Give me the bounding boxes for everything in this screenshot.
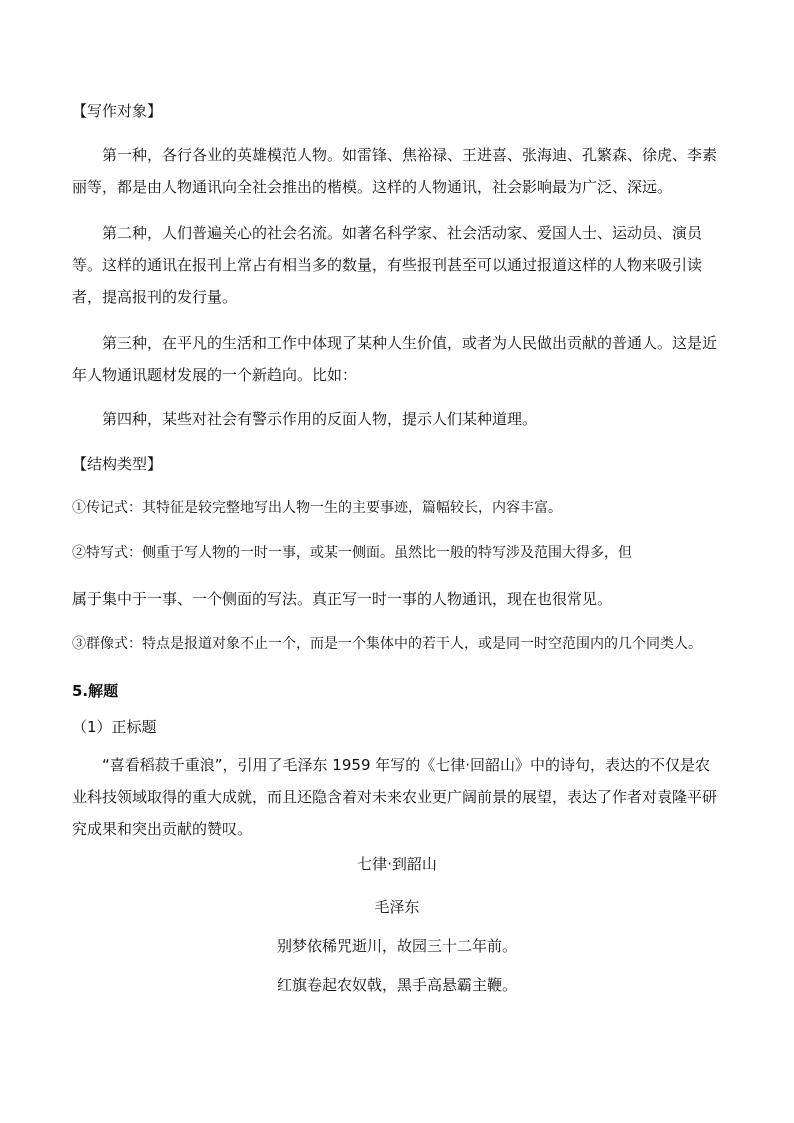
structure-item-group-portrait: ③群像式：特点是报道对象不止一个，而是一个集体中的若干人，或是同一时空范围内的几个同类人。 [72,636,702,652]
subheading-main-title: （1）正标题 [72,718,157,736]
poem-line-1: 别梦依稀咒逝川，故园三十二年前。 [276,937,517,955]
structure-item-feature: ②特写式：侧重于写人物的一时一事，或某一侧面。虽然比一般的特写涉及范围大得多，但 [72,545,632,561]
paragraph-type-four: 第四种，某些对社会有警示作用的反面人物，提示人们某种道理。 [102,410,538,428]
poem-line-2: 红旗卷起农奴戟，黑手高悬霸主鞭。 [276,976,517,994]
poem-author: 毛泽东 [374,898,420,916]
section-heading-structure-types: 【结构类型】 [72,455,163,473]
poem-title: 七律·到韶山 [357,855,437,873]
paragraph-title-explanation: “喜看稻菽千重浪”，引用了毛泽东 1959 年写的《七律·回韶山》中的诗句，表达的不仅是农业科技领域取得的重大成就，而且还隐含着对未来农业更广阔前景的展望，表达了作者对袁隆平研究成果和突出贡献的赞叹。 [72,756,718,838]
section-heading-writing-targets: 【写作对象】 [72,102,163,120]
paragraph-type-three: 第三种，在平凡的生活和工作中体现了某种人生价值，或者为人民做出贡献的普通人。这是近年人物通讯题材发展的一个新趋向。比如： [72,334,718,384]
section-heading-solve: 5.解题 [72,682,119,700]
paragraph-type-two: 第二种，人们普遍关心的社会名流。如著名科学家、社会活动家、爱国人士、运动员、演员等。这样的通讯在报刊上常占有相当多的数量，有些报刊甚至可以通过报道这样的人物来吸引读者，提高报刊的发行量。 [72,224,703,306]
paragraph-type-one: 第一种，各行各业的英雄模范人物。如雷锋、焦裕禄、王进喜、张海迪、孔繁森、徐虎、李素丽等，都是由人物通讯向全社会推出的楷模。这样的人物通讯，社会影响最为广泛、深远。 [72,146,718,196]
structure-item-feature-continued: 属于集中于一事、一个侧面的写法。真正写一时一事的人物通讯，现在也很常见。 [72,590,613,608]
structure-item-biographical: ①传记式：其特征是较完整地写出人物一生的主要事迹，篇幅较长，内容丰富。 [72,500,562,516]
